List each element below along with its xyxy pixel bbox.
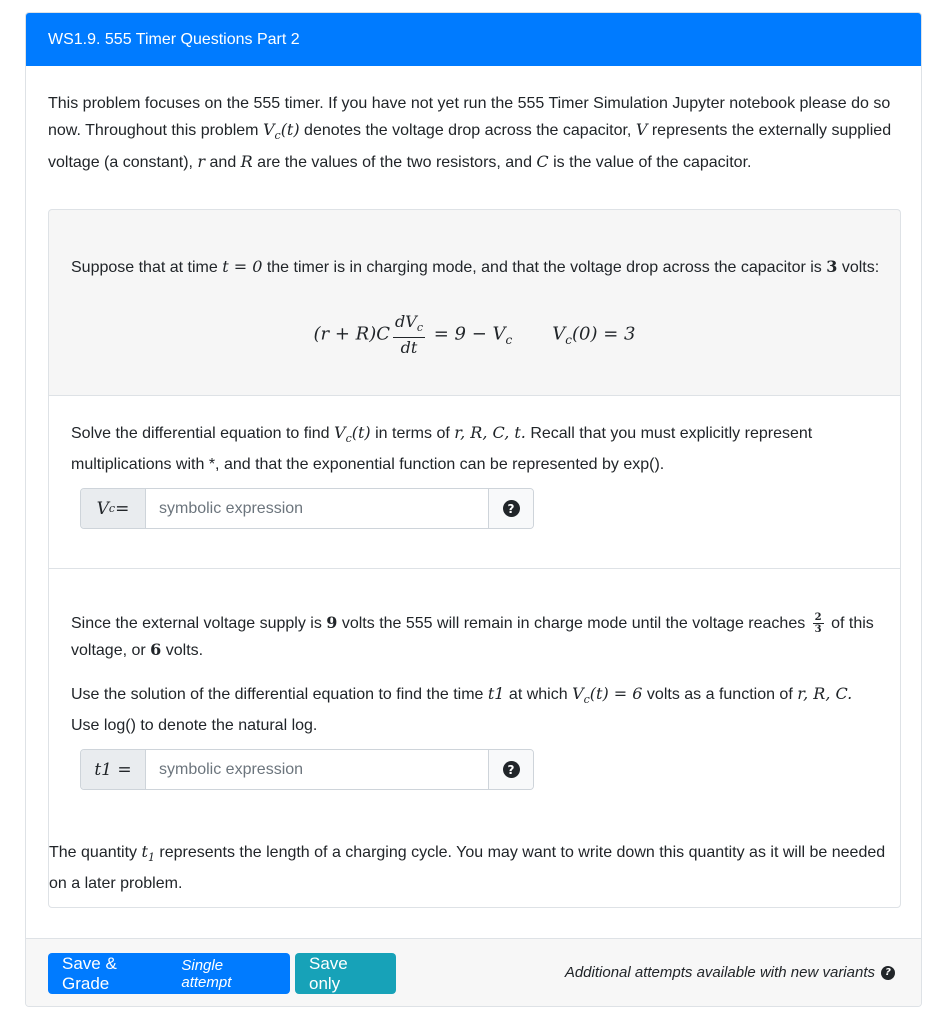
question-circle-icon: ? (503, 500, 520, 517)
part3-text-2: Use the solution of the differential equation to find the time t1 at which $V_c(t) = 6$ volts as a function of r, R, C. Use log() to denote the natural log. (71, 684, 853, 735)
part3-block (48, 568, 901, 908)
card-footer (26, 938, 921, 1006)
t1-expression-input[interactable] (146, 750, 488, 789)
part1-text: Suppose that at time t = 0 the timer is in charging mode, and that the voltage drop across the capacitor is 3 volts: (71, 257, 880, 276)
vc-input-group (80, 488, 534, 529)
attempts-note (565, 964, 895, 981)
intro-paragraph: This problem focuses on the 555 timer. If you have not yet run the 555 Timer Simulation Jupyter notebook please do so now. Throughout this problem $V_c(t)$ denotes the voltage drop across the capacitor, V represents the externally supplied voltage (a constant), r and R are the values of the two resistors, and C is the value of the capacitor. (48, 95, 892, 172)
vc-input-label: V c = (81, 489, 146, 528)
t1-input-group (80, 749, 534, 790)
attempts-note-text: Additional attempts available with new variants (564, 964, 875, 981)
question-title: WS1.9. 555 Timer Questions Part 2 (26, 13, 921, 66)
part1-block (48, 209, 901, 395)
part3-text-1: Since the external voltage supply is 9 volts the 555 will remain in charge mode until the voltage reaches $\frac{2}{3}$ of this voltage, or 6 volts. (71, 612, 874, 659)
vc-expression-input[interactable] (146, 489, 488, 528)
save-and-grade-label: Save & Grade (62, 953, 117, 993)
question-circle-icon: ? (503, 761, 520, 778)
question-card (25, 12, 922, 1007)
t1-help-button[interactable] (488, 750, 533, 789)
differential-equation: (r + R)C $\frac{dV_c}{dt}$ = $9 - V_c$ $V_c(0) = 3$ (313, 312, 636, 358)
single-attempt-label: Single attempt (181, 956, 232, 991)
save-and-grade-button[interactable] (48, 953, 290, 994)
part2-block (48, 395, 901, 568)
part3-text-3: The quantity $t_1$ represents the length of a charging cycle. You may want to write down this quantity as it will be needed on a later problem. (49, 842, 886, 893)
save-only-button[interactable]: Save only (295, 953, 396, 994)
question-circle-icon[interactable]: ? (881, 966, 895, 980)
part2-text: Solve the differential equation to find $V_c(t)$ in terms of r, R, C, t. Recall that you must explicitly represent multiplications with *, and that the exponential function can be represented by exp(). (71, 423, 813, 474)
vc-help-button[interactable] (488, 489, 533, 528)
t1-input-label: t1 = (81, 750, 146, 789)
